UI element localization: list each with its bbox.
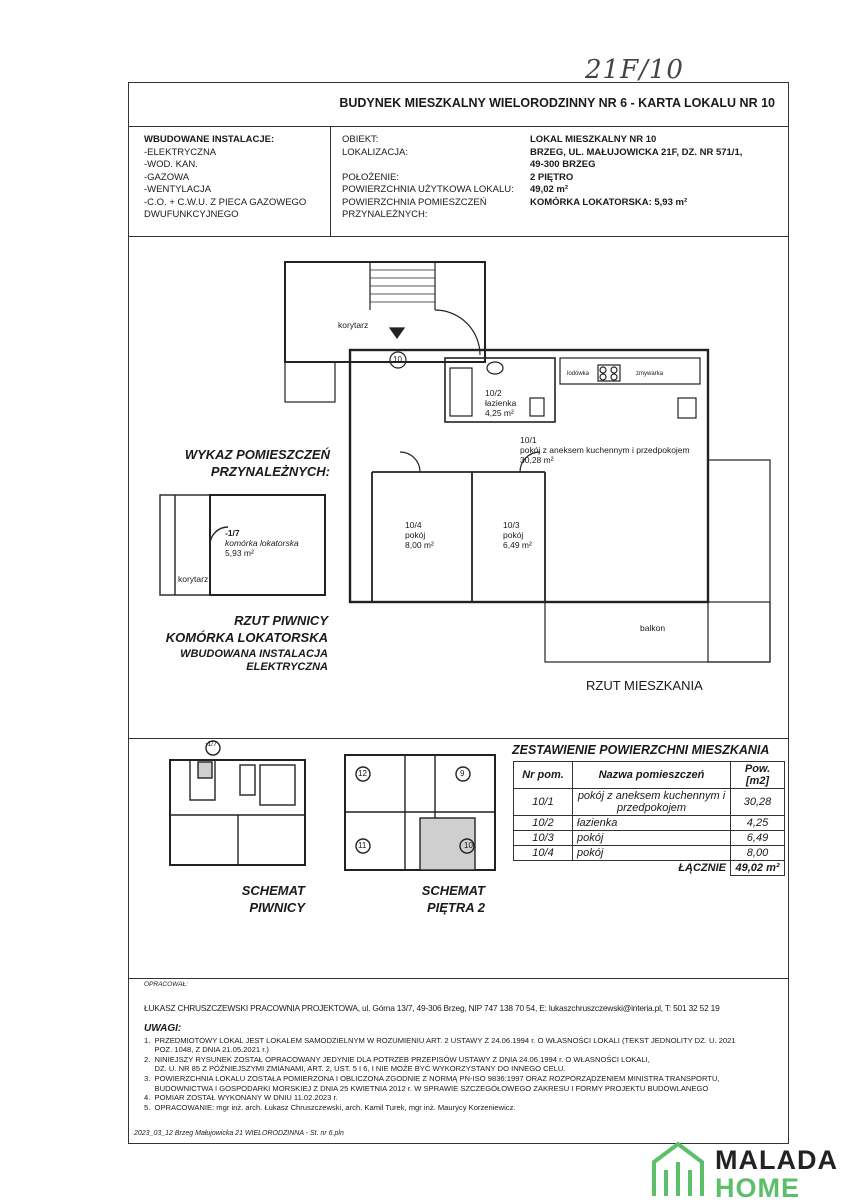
note-line: 5. OPRACOWANIE: mgr inż. arch. Łukasz Chruszczewski, arch. Kamil Turek, mgr inż. Maurycy Korzeniewicz.	[144, 1102, 516, 1112]
scheme-unit-12: 12	[358, 769, 367, 778]
object-values	[530, 134, 780, 209]
installation-item: -GAZOWA	[144, 171, 190, 183]
table-row	[514, 789, 785, 816]
room-area: 30,28 m²	[520, 455, 554, 465]
footer-file-name: 2023_03_12 Brzeg Małujowicka 21 WIELORODZINNA - St. nr 6.pln	[134, 1130, 344, 1137]
cell-name: pokój	[573, 846, 731, 861]
scheme-unit-9: 9	[460, 769, 465, 778]
scheme-label-line: SCHEMAT	[421, 883, 485, 898]
area-table	[513, 761, 785, 876]
table-total-row	[514, 861, 785, 876]
label-lokalizacja: LOKALIZACJA:	[342, 146, 408, 158]
room-area: 4,25 m²	[485, 408, 514, 418]
storage-subtitle-line: ELEKTRYCZNA	[246, 661, 328, 673]
floor-scheme-label	[385, 882, 485, 916]
header-area: Pow. [m2]	[731, 762, 785, 789]
cell-nr: 10/2	[514, 816, 573, 831]
value-powierzchnia: 49,02 m²	[530, 184, 569, 195]
basement-scheme-label	[205, 882, 305, 916]
value-kod: 49-300 BRZEG	[530, 159, 596, 170]
logo-line-2: HOME	[715, 1173, 800, 1203]
installation-item: -WENTYLACJA	[144, 184, 212, 195]
table-row	[514, 816, 785, 831]
scheme-label-line: PIWNICY	[249, 900, 305, 915]
handwritten-unit-number: 21F/10	[585, 55, 684, 85]
table-row	[514, 846, 785, 861]
cell-area: 4,25	[731, 816, 785, 831]
logo-text	[715, 1146, 838, 1202]
divider	[330, 126, 331, 236]
divider	[128, 738, 789, 739]
note-line: POZ. 1048, Z DNIA 21.05.2021 r.)	[144, 1045, 269, 1055]
storage-heading-line: PRZYNALEŻNYCH:	[210, 464, 330, 479]
label-empty	[342, 159, 527, 172]
installation-item: -C.O. + C.W.U. Z PIECA GAZOWEGO	[144, 196, 307, 208]
cell-name: pokój z aneksem kuchennym i przedpokojem	[573, 789, 731, 816]
basement-scheme	[160, 740, 310, 880]
label-powierzchnia-uzytkowa: POWIERZCHNIA UŻYTKOWA LOKALU:	[342, 184, 514, 195]
table-header-row	[514, 762, 785, 789]
storage-subtitle-line: WBUDOWANA INSTALACJA	[180, 648, 328, 660]
table-row	[514, 831, 785, 846]
room-id: 10/4	[405, 520, 422, 530]
fixture-label: lodówka	[567, 371, 590, 377]
scheme-label-line: SCHEMAT	[241, 883, 305, 898]
note-line: 1. PRZEDMIOTOWY LOKAL JEST LOKALEM SAMODZIELNYM W ROZUMIENIU ART. 2 USTAWY Z 24.06.1994 r. O WŁASNOŚCI LOKALI (TEKST JEDNOLITY DZ. U. 2021	[144, 1035, 736, 1045]
note-line: DZ. U. NR 85 Z PÓŹNIEJSZYMI ZMIANAMI, ART. 2, UST. 5 I 6, I NIE MOŻE BYĆ WYKORZYSTANY DO INNEGO CELU.	[144, 1064, 566, 1074]
header-name: Nazwa pomieszczeń	[573, 762, 731, 789]
note-line: BUDOWNICTWA I GOSPODARKI MORSKIEJ Z DNIA 25 KWIETNIA 2012 r. W SPRAWIE SZCZEGÓŁOWEGO ZAKRESU I FORMY PROJEKTU BUDOWLANEGO	[144, 1083, 709, 1093]
table-title: ZESTAWIENIE POWIERZCHNI MIESZKANIA	[512, 743, 770, 757]
room-name: pokój	[405, 530, 426, 540]
note-line: 3. POWIERZCHNIA LOKALU ZOSTAŁA POMIERZONA I OBLICZONA ZGODNIE Z NORMĄ PN-ISO 9836:1997 ORAZ ROZPORZĄDZENIEM MINISTRA TRANSPORTU,	[144, 1073, 720, 1083]
storage-heading	[160, 446, 330, 480]
cell-nr: 10/3	[514, 831, 573, 846]
unit-door-number: 10	[393, 355, 402, 364]
room-balkon-label: balkon	[640, 623, 666, 633]
scheme-unit-10: 10	[464, 841, 473, 850]
installation-item: -WOD. KAN.	[144, 159, 198, 170]
author-text: ŁUKASZ CHRUSZCZEWSKI PRACOWNIA PROJEKTOWA, ul. Górna 13/7, 49-306 Brzeg, NIP 747 138 70 54, E: lukaszchruszczewski@interia.pl, T: 501 32 52 19	[144, 1003, 720, 1013]
label-przynaleznych: PRZYNALEŻNYCH:	[342, 209, 428, 220]
room-area: 8,00 m²	[405, 540, 434, 550]
storage-title	[150, 612, 328, 646]
room-main-label	[520, 435, 710, 465]
floor-2-scheme	[330, 750, 505, 880]
cell-name: łazienka	[573, 816, 731, 831]
cell-area: 8,00	[731, 846, 785, 861]
storage-room-label	[225, 528, 299, 558]
cell-name: pokój	[573, 831, 731, 846]
room-name: pokój z aneksem kuchennym i przedpokojem	[520, 445, 690, 455]
room-id: 10/1	[520, 435, 537, 445]
value-lokalizacja: BRZEG, UL. MAŁUJOWICKA 21F, DZ. NR 571/1,	[530, 146, 743, 158]
note-line: 4. POMIAR ZOSTAŁ WYKONANY W DNIU 11.02.2023 r.	[144, 1093, 338, 1103]
installation-item: DWUFUNKCYJNEGO	[144, 209, 239, 220]
cell-area: 30,28	[731, 789, 785, 816]
object-labels	[342, 134, 527, 222]
page-title: BUDYNEK MIESZKALNY WIELORODZINNY NR 6 - KARTA LOKALU NR 10	[339, 96, 775, 110]
total-label: ŁĄCZNIE	[678, 862, 726, 875]
cell-nr: 10/4	[514, 846, 573, 861]
header-nr: Nr pom.	[514, 762, 573, 789]
storage-title-line: RZUT PIWNICY	[234, 613, 328, 628]
divider	[128, 236, 789, 237]
storage-subtitle	[150, 648, 328, 674]
room-bath-label	[485, 388, 516, 418]
scheme-unit-11: 11	[358, 841, 367, 850]
installations-title: WBUDOWANE INSTALACJE:	[144, 134, 275, 145]
storage-heading-line: WYKAZ POMIESZCZEŃ	[184, 447, 330, 462]
room-name: łazienka	[485, 398, 517, 408]
note-line: 2. NINIEJSZY RYSUNEK ZOSTAŁ OPRACOWANY JEDYNIE DLA POTRZEB PRZEPISÓW USTAWY Z DNIA 24.06.1994 r. O WŁASNOŚCI LOKALI,	[144, 1054, 650, 1064]
scheme-marker: -1/7	[205, 741, 218, 748]
house-logo-icon	[648, 1140, 708, 1198]
room-id: -1/7	[225, 528, 240, 538]
logo-line-1: MALADA	[715, 1145, 838, 1175]
room-name: komórka lokatorska	[225, 538, 299, 548]
cell-empty	[514, 861, 573, 876]
notes-block	[144, 1024, 774, 1112]
label-polozenie: POŁOŻENIE:	[342, 171, 400, 183]
total-value: 49,02 m²	[731, 861, 785, 876]
label-obiekt: OBIEKT:	[342, 134, 379, 145]
room-area: 5,93 m²	[225, 548, 254, 558]
room-area: 6,49 m²	[503, 540, 532, 550]
scheme-label-line: PIĘTRA 2	[426, 900, 485, 915]
room-4-label	[405, 520, 434, 550]
divider	[128, 126, 789, 127]
author-label: OPRACOWAŁ:	[144, 981, 188, 988]
room-3-label	[503, 520, 532, 550]
value-komorka: KOMÓRKA LOKATORSKA: 5,93 m²	[530, 196, 688, 208]
installations-block	[144, 134, 329, 222]
installation-item: -ELEKTRYCZNA	[144, 146, 217, 158]
room-name: pokój	[503, 530, 524, 540]
fixture-label: zmywarka	[636, 371, 664, 377]
storage-korytarz-label: korytarz	[178, 574, 209, 584]
value-polozenie: 2 PIĘTRO	[530, 171, 574, 183]
notes-title: UWAGI:	[144, 1023, 182, 1034]
room-id: 10/2	[485, 388, 502, 398]
divider	[128, 978, 789, 979]
cell-area: 6,49	[731, 831, 785, 846]
value-obiekt: LOKAL MIESZKALNY NR 10	[530, 134, 657, 145]
room-label-korytarz: korytarz	[338, 320, 369, 330]
cell-nr: 10/1	[514, 789, 573, 816]
storage-title-line: KOMÓRKA LOKATORSKA	[165, 630, 328, 645]
plan-title: RZUT MIESZKANIA	[586, 678, 703, 693]
label-powierzchnia-pomieszczen: POWIERZCHNIA POMIESZCZEŃ	[342, 196, 487, 208]
room-id: 10/3	[503, 520, 520, 530]
